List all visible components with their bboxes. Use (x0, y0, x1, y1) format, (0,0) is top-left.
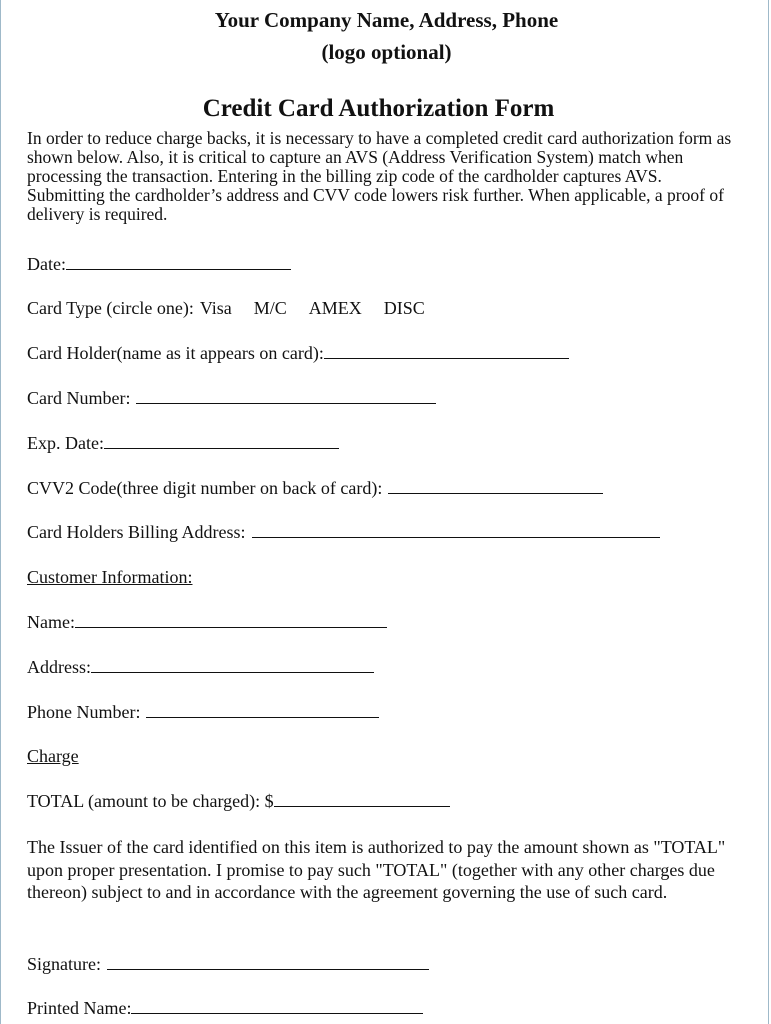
address-field[interactable] (91, 656, 374, 673)
date-field[interactable] (66, 253, 291, 270)
signature-row (27, 953, 429, 975)
card-number-field[interactable] (136, 387, 436, 404)
phone-row (27, 701, 379, 723)
total-row (27, 790, 450, 812)
name-field[interactable] (75, 611, 387, 628)
logo-note: (logo optional) (321, 40, 452, 64)
signature-label: Signature: (27, 954, 101, 974)
phone-field[interactable] (146, 701, 379, 718)
card-number-label: Card Number: (27, 388, 131, 408)
customer-info-heading: Customer Information: (27, 567, 193, 587)
address-row (27, 656, 374, 678)
exp-date-field[interactable] (104, 432, 339, 449)
exp-date-label: Exp. Date: (27, 433, 104, 453)
exp-date-row (27, 432, 339, 454)
company-header: Your Company Name, Address, Phone (214, 8, 559, 32)
cvv-row (27, 477, 603, 499)
card-type-row (27, 297, 425, 319)
charge-heading: Charge (27, 746, 79, 766)
card-type-disc[interactable]: DISC (383, 298, 425, 318)
name-row (27, 611, 387, 633)
total-field[interactable] (274, 790, 450, 807)
page-title: Credit Card Authorization Form (202, 95, 555, 122)
signature-field[interactable] (107, 953, 429, 970)
printed-name-field[interactable] (131, 997, 423, 1014)
card-type-label: Card Type (circle one): (27, 298, 194, 318)
total-label: TOTAL (amount to be charged): $ (27, 791, 274, 811)
card-holder-row (27, 342, 569, 364)
name-label: Name: (27, 612, 75, 632)
card-holder-label: Card Holder(name as it appears on card): (27, 343, 324, 363)
card-number-row (27, 387, 436, 409)
billing-address-field[interactable] (252, 521, 660, 538)
printed-name-row (27, 997, 423, 1019)
address-label: Address: (27, 657, 91, 677)
card-type-mc[interactable]: M/C (253, 298, 287, 318)
intro-paragraph: In order to reduce charge backs, it is necessary to have a completed credit card authorization form as shown below. Also, it is critical to capture an AVS (Address Verification System) match when processing the transaction. Entering in the billing zip code of the cardholder captures AVS. Submitting the cardholder’s address and CVV code lowers risk further. When applicable, a proof of delivery is required. (27, 128, 732, 224)
date-row (27, 253, 291, 275)
authorization-paragraph: The Issuer of the card identified on this item is authorized to pay the amount shown as "TOTAL" upon proper presentation. I promise to pay such "TOTAL" (together with any other charges due thereon) subject to and in accordance with the agreement governing the use of such card. (27, 837, 726, 902)
phone-label: Phone Number: (27, 702, 141, 722)
cvv-label: CVV2 Code(three digit number on back of card): (27, 478, 383, 498)
billing-address-row (27, 521, 660, 543)
card-type-visa[interactable]: Visa (199, 298, 232, 318)
card-type-amex[interactable]: AMEX (308, 298, 362, 318)
date-label: Date: (27, 254, 66, 274)
billing-address-label: Card Holders Billing Address: (27, 522, 246, 542)
cvv-field[interactable] (388, 477, 603, 494)
card-holder-field[interactable] (324, 342, 569, 359)
printed-name-label: Printed Name: (27, 998, 132, 1018)
